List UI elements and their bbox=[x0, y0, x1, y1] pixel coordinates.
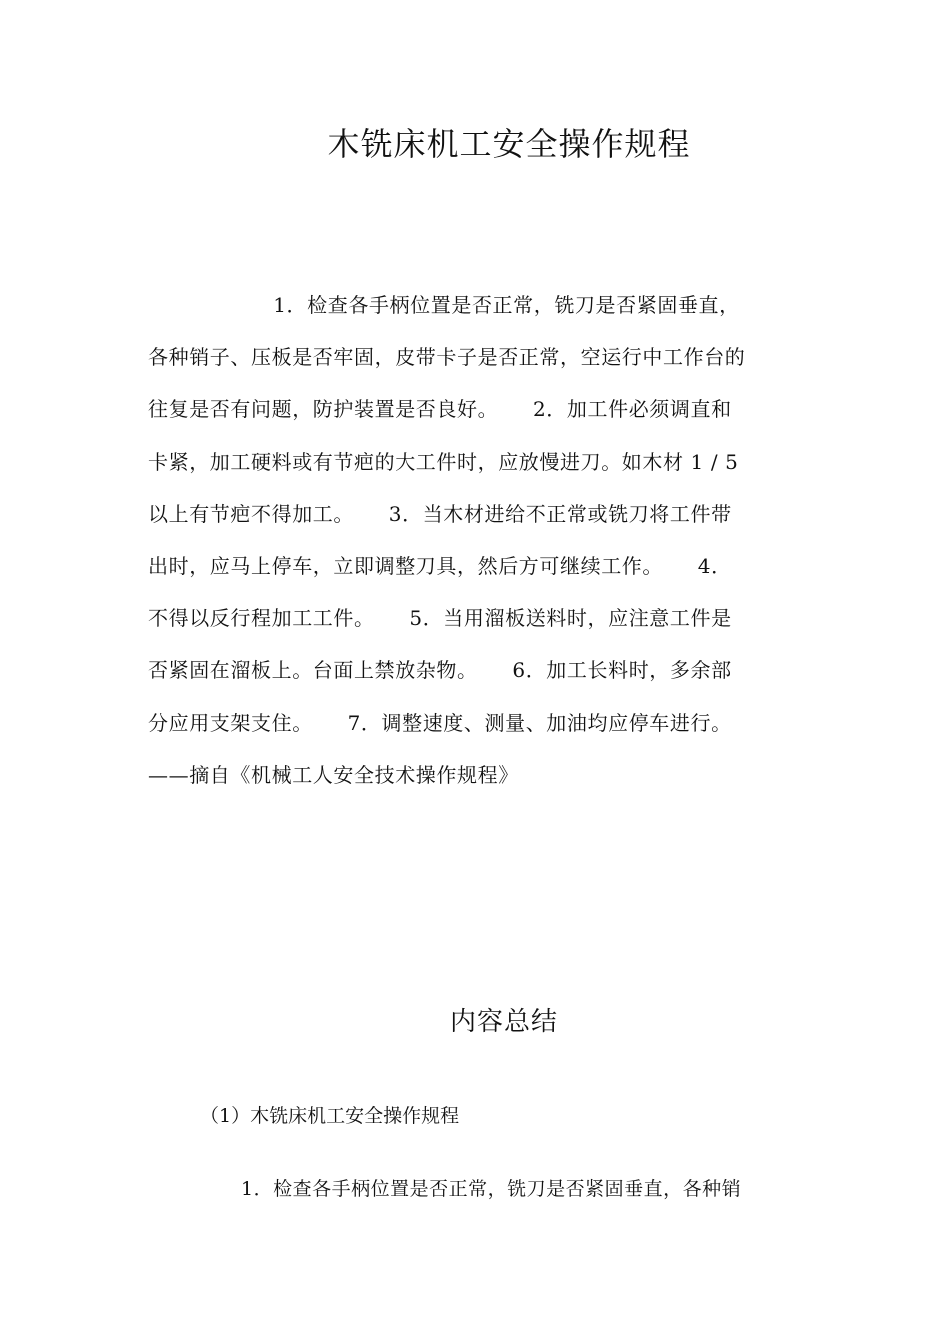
body-line: 以上有节疤不得加工。 3．当木材进给不正常或铣刀将工件带 bbox=[148, 501, 732, 526]
body-line: 出时，应马上停车，立即调整刀具，然后方可继续工作。 4． bbox=[148, 553, 732, 578]
body-line: 1．检查各手柄位置是否正常，铣刀是否紧固垂直， bbox=[148, 293, 740, 317]
document-title: 木铣床机工安全操作规程 bbox=[327, 125, 691, 163]
body-line: 往复是否有问题，防护装置是否良好。 2．加工件必须调直和 bbox=[148, 397, 732, 422]
body-text bbox=[148, 292, 818, 814]
source-citation: ——摘自《机械工人安全技术操作规程》 bbox=[148, 762, 519, 787]
body-line: 否紧固在溜板上。台面上禁放杂物。 6．加工长料时，多余部 bbox=[148, 658, 732, 683]
body-line: 分应用支架支住。 7．调整速度、测量、加油均应停车进行。 bbox=[148, 710, 732, 735]
body-line: 不得以反行程加工工件。 5．当用溜板送料时，应注意工件是 bbox=[148, 606, 732, 631]
summary-heading: 内容总结 bbox=[449, 1007, 558, 1037]
body-line: 卡紧，加工硬料或有节疤的大工件时，应放慢进刀。如木材 1 / 5 bbox=[148, 449, 739, 474]
summary-text: 1．检查各手柄位置是否正常，铣刀是否紧固垂直，各种销 bbox=[241, 1178, 742, 1200]
body-line: 各种销子、压板是否牢固，皮带卡子是否正常，空运行中工作台的 bbox=[148, 345, 746, 370]
summary-item: （1）木铣床机工安全操作规程 bbox=[200, 1105, 460, 1127]
